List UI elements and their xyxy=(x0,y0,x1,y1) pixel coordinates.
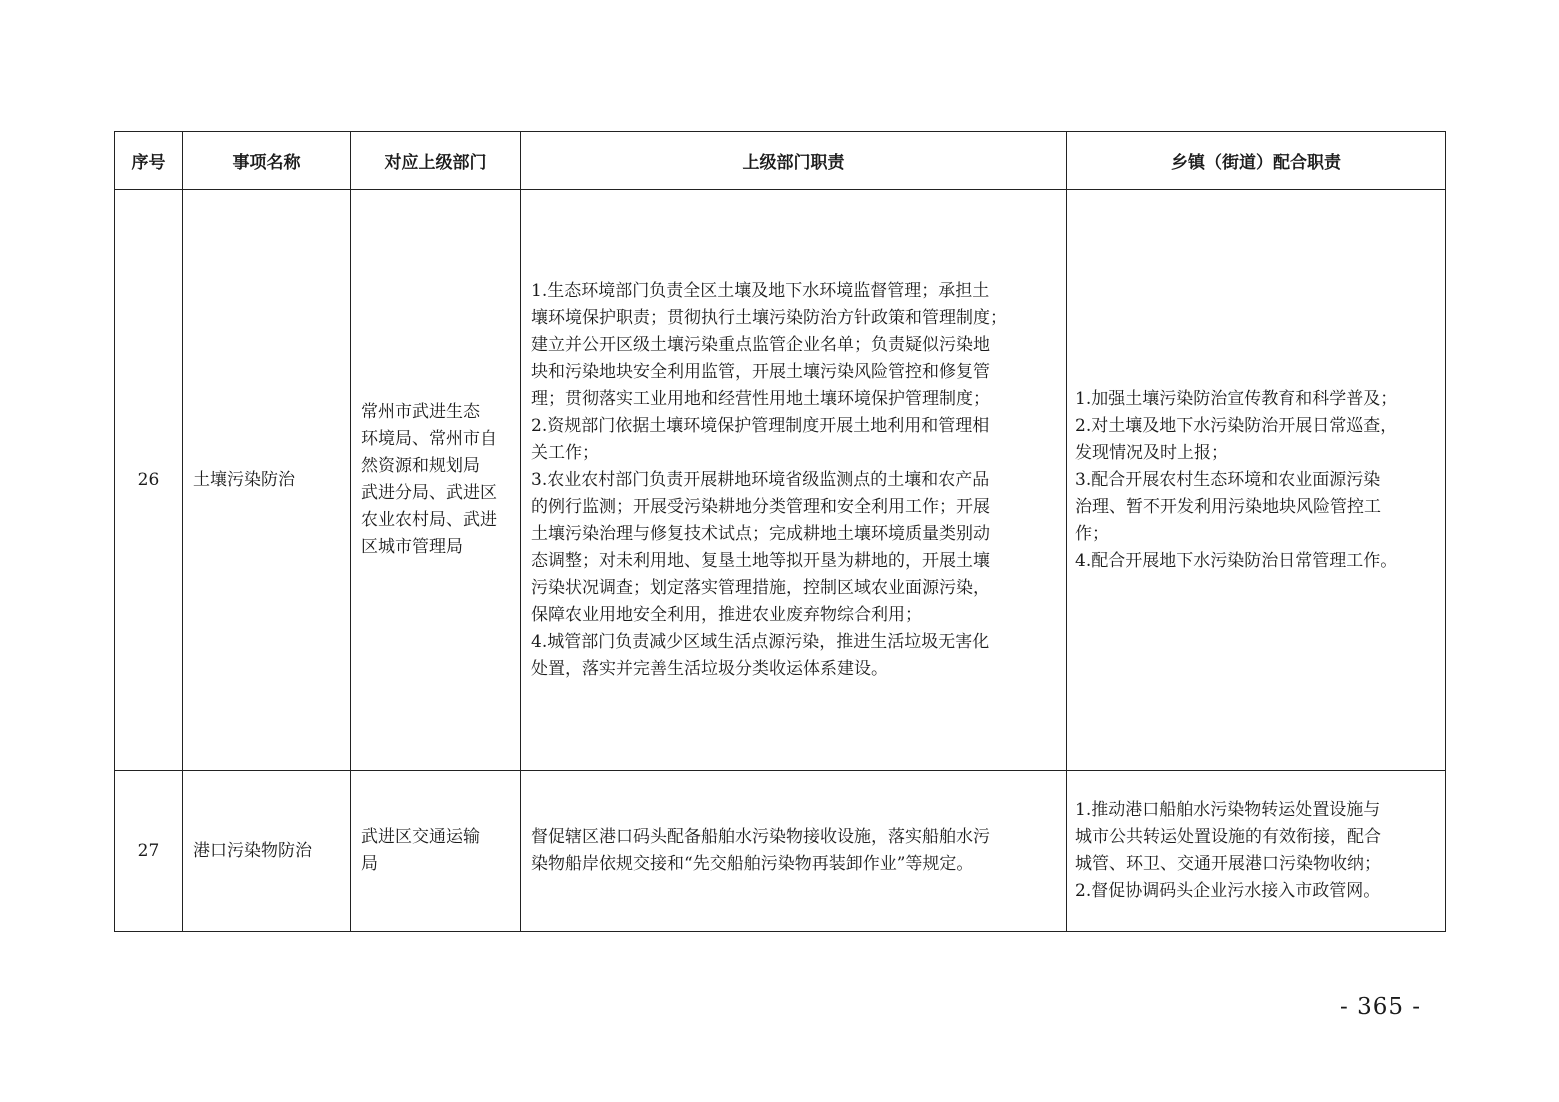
coop-line: 1.加强土壤污染防治宣传教育和科学普及； xyxy=(1075,388,1398,409)
duty-line: 态调整；对未利用地、复垦土地等拟开垦为耕地的，开展土壤 xyxy=(531,550,990,571)
duty-line: 3.农业农村部门负责开展耕地环境省级监测点的土壤和农产品 xyxy=(531,469,990,490)
duty-line: 污染状况调查；划定落实管理措施，控制区域农业面源污染， xyxy=(531,577,990,598)
row-item-name: 港口污染物防治 xyxy=(183,771,351,932)
coop-line: 作； xyxy=(1075,523,1109,544)
row-township-cooperation-duties xyxy=(1067,190,1446,771)
dept-line: 区城市管理局 xyxy=(361,537,463,557)
duty-line: 4.城管部门负责减少区域生活点源污染，推进生活垃圾无害化 xyxy=(531,631,990,652)
row-item-name: 土壤污染防治 xyxy=(183,190,351,771)
row-superior-department xyxy=(351,190,521,771)
coop-line: 城市公共转运处置设施的有效衔接，配合 xyxy=(1075,827,1381,847)
header-serial-number: 序号 xyxy=(115,132,183,190)
coop-line: 2.督促协调码头企业污水接入市政管网。 xyxy=(1075,881,1381,901)
duty-line: 2.资规部门依据土壤环境保护管理制度开展土地利用和管理相 xyxy=(531,415,990,436)
row-serial-number: 27 xyxy=(115,771,183,932)
duty-line: 处置，落实并完善生活垃圾分类收运体系建设。 xyxy=(531,658,888,679)
header-township-cooperation-duties: 乡镇（街道）配合职责 xyxy=(1067,132,1446,190)
coop-line: 发现情况及时上报； xyxy=(1075,442,1228,463)
duty-line: 土壤污染治理与修复技术试点；完成耕地土壤环境质量类别动 xyxy=(531,523,990,544)
page-number: - 365 - xyxy=(1340,994,1422,1020)
duty-line: 保障农业用地安全利用，推进农业废弃物综合利用； xyxy=(531,604,922,625)
table-row xyxy=(115,771,1446,932)
coop-line: 3.配合开展农村生态环境和农业面源污染 xyxy=(1075,469,1381,490)
duty-line: 的例行监测；开展受污染耕地分类管理和安全利用工作；开展 xyxy=(531,496,990,517)
duty-line: 染物船岸依规交接和“先交船舶污染物再装卸作业”等规定。 xyxy=(531,854,974,874)
dept-line: 环境局、常州市自 xyxy=(361,429,497,449)
row-superior-duties xyxy=(521,190,1067,771)
dept-line: 然资源和规划局 xyxy=(361,456,480,476)
table-row xyxy=(115,190,1446,771)
table-header-row xyxy=(115,132,1446,190)
dept-line: 农业农村局、武进 xyxy=(361,510,497,530)
duty-line: 壤环境保护职责；贯彻执行土壤污染防治方针政策和管理制度； xyxy=(531,307,1007,328)
dept-line: 武进区交通运输 xyxy=(361,827,480,847)
coop-line: 治理、暂不开发利用污染地块风险管控工 xyxy=(1075,496,1381,517)
coop-line: 城管、环卫、交通开展港口污染物收纳； xyxy=(1075,854,1381,874)
duty-table xyxy=(114,131,1446,932)
row-superior-department xyxy=(351,771,521,932)
coop-line: 4.配合开展地下水污染防治日常管理工作。 xyxy=(1075,550,1398,571)
header-superior-department: 对应上级部门 xyxy=(351,132,521,190)
duty-line: 理；贯彻落实工业用地和经营性用地土壤环境保护管理制度； xyxy=(531,388,990,409)
dept-line: 常州市武进生态 xyxy=(361,402,480,422)
duty-line: 块和污染地块安全利用监管，开展土壤污染风险管控和修复管 xyxy=(531,361,990,382)
coop-line: 1.推动港口船舶水污染物转运处置设施与 xyxy=(1075,800,1381,820)
coop-line: 2.对土壤及地下水污染防治开展日常巡查， xyxy=(1075,415,1398,436)
duty-line: 1.生态环境部门负责全区土壤及地下水环境监督管理；承担土 xyxy=(531,280,990,301)
dept-line: 局 xyxy=(361,854,378,874)
header-superior-duties: 上级部门职责 xyxy=(521,132,1067,190)
header-item-name: 事项名称 xyxy=(183,132,351,190)
row-superior-duties xyxy=(521,771,1067,932)
dept-line: 武进分局、武进区 xyxy=(361,483,497,503)
duty-line: 关工作； xyxy=(531,442,599,463)
row-serial-number: 26 xyxy=(115,190,183,771)
row-township-cooperation-duties xyxy=(1067,771,1446,932)
duty-line: 督促辖区港口码头配备船舶水污染物接收设施，落实船舶水污 xyxy=(531,827,990,847)
duty-line: 建立并公开区级土壤污染重点监管企业名单；负责疑似污染地 xyxy=(531,334,990,355)
